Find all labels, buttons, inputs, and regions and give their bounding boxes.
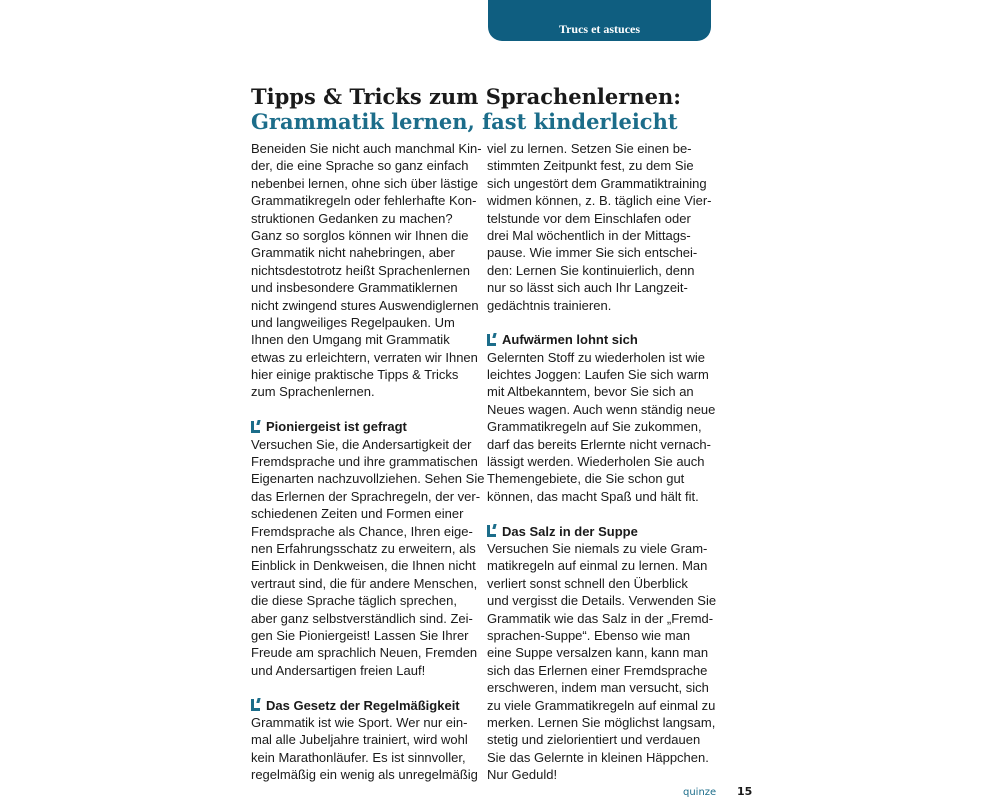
text-line: nen Erfahrungsschatz zu erweitern, als bbox=[251, 540, 476, 556]
text-line: gedächtnis trainieren. bbox=[487, 297, 612, 313]
text-line: sich das Erlernen einer Fremdsprache bbox=[487, 662, 708, 678]
text-line: Versuchen Sie niemals zu viele Gram- bbox=[487, 540, 708, 556]
text-line: Nur Geduld! bbox=[487, 767, 558, 783]
text-line: leichtes Joggen: Laufen Sie sich warm bbox=[487, 367, 709, 383]
text-line: das Erlernen der Sprachregeln, der ver- bbox=[251, 488, 481, 504]
text-line: und langweiliges Regelpauken. Um bbox=[251, 314, 455, 330]
heading-marker-icon bbox=[251, 699, 260, 711]
text-line: die diese Sprache täglich sprechen, bbox=[251, 593, 457, 609]
section-tab: Trucs et astuces bbox=[488, 0, 711, 41]
text-line: Ihnen den Umgang mit Grammatik bbox=[251, 332, 450, 348]
heading-marker-icon bbox=[251, 421, 260, 433]
text-line: drei Mal wöchentlich in der Mittags- bbox=[487, 227, 691, 243]
text-line: Fremdsprache als Chance, Ihren eige- bbox=[251, 523, 473, 539]
text-line: etwas zu erleichtern, verraten wir Ihnen bbox=[251, 349, 478, 365]
intro-paragraph bbox=[251, 140, 483, 401]
text-line: matikregeln auf einmal zu lernen. Man bbox=[487, 558, 708, 574]
footer-page-word: quinze bbox=[683, 787, 717, 798]
text-line: Gelernten Stoff zu wiederholen ist wie bbox=[487, 349, 705, 365]
text-line: Neues wagen. Auch wenn ständig neue bbox=[487, 401, 716, 417]
text-line: Einblick in Denkweisen, die Ihnen nicht bbox=[251, 558, 476, 574]
text-line: mit Altbekanntem, bevor Sie sich an bbox=[487, 384, 694, 400]
text-line: hier einige praktische Tipps & Tricks bbox=[251, 367, 459, 383]
section-heading-text: Aufwärmen lohnt sich bbox=[502, 332, 638, 348]
section-salz bbox=[487, 523, 723, 784]
text-column-right bbox=[487, 140, 723, 783]
text-line: widmen können, z. B. täglich eine Vier- bbox=[487, 193, 712, 209]
text-line: Grammatikregeln oder fehlerhafte Kon- bbox=[251, 193, 477, 209]
text-line: können, das macht Spaß und hält fit. bbox=[487, 488, 699, 504]
text-line: Grammatik nicht nahebringen, aber bbox=[251, 245, 455, 261]
text-line: merken. Lernen Sie möglichst langsam, bbox=[487, 714, 716, 730]
text-line: Sie das Gelernte in kleinen Häppchen. bbox=[487, 749, 709, 765]
text-line: zu viele Grammatikregeln auf einmal zu bbox=[487, 697, 716, 713]
text-line: sich ungestört dem Grammatiktraining bbox=[487, 175, 707, 191]
section-heading-text: Pioniergeist ist gefragt bbox=[266, 419, 407, 435]
section-aufwaermen bbox=[487, 331, 723, 505]
text-line: Grammatik wie das Salz in der „Fremd- bbox=[487, 610, 714, 626]
text-line: nichtsdestotrotz heißt Sprachenlernen bbox=[251, 262, 470, 278]
text-line: viel zu lernen. Setzen Sie einen be- bbox=[487, 141, 692, 156]
text-line: sprachen-Suppe“. Ebenso wie man bbox=[487, 627, 691, 643]
text-line: und Andersartigen freien Lauf! bbox=[251, 662, 426, 678]
section-heading bbox=[487, 331, 723, 348]
article-subtitle: Grammatik lernen, fast kinderleicht bbox=[251, 109, 678, 134]
text-line: schiedenen Zeiten und Formen einer bbox=[251, 506, 464, 522]
heading-marker-icon bbox=[487, 525, 496, 537]
text-line: erschweren, indem man versucht, sich bbox=[487, 680, 709, 696]
section-heading bbox=[251, 418, 483, 435]
text-line: den: Lernen Sie kontinuierlich, denn bbox=[487, 262, 695, 278]
text-line: kein Marathonläufer. Es ist sinnvoller, bbox=[251, 749, 466, 765]
text-line: telstunde vor dem Einschlafen oder bbox=[487, 210, 691, 226]
text-line: Versuchen Sie, die Andersartigkeit der bbox=[251, 436, 472, 452]
text-line: Beneiden Sie nicht auch manchmal Kin- bbox=[251, 141, 482, 156]
text-line: verliert sonst schnell den Überblick bbox=[487, 575, 688, 591]
section-regelmaessigkeit bbox=[251, 697, 483, 784]
text-column-left bbox=[251, 140, 483, 783]
text-line: Eigenarten nachzuvollziehen. Sehen Sie bbox=[251, 471, 485, 487]
text-line: der, die eine Sprache so ganz einfach bbox=[251, 158, 469, 174]
text-line: aber ganz selbstverständlich sind. Zei- bbox=[251, 610, 473, 626]
text-line: nur so lässt sich auch Ihr Langzeit- bbox=[487, 280, 688, 296]
section-regelmaessigkeit-continued bbox=[487, 140, 723, 314]
text-line: eine Suppe versalzen kann, kann man bbox=[487, 645, 709, 661]
text-line: vertraut sind, die für andere Menschen, bbox=[251, 575, 478, 591]
section-heading bbox=[487, 523, 723, 540]
section-pioniergeist bbox=[251, 418, 483, 679]
text-line: Freude am sprachlich Neuen, Fremden bbox=[251, 645, 478, 661]
text-line: lässigt werden. Wiederholen Sie auch bbox=[487, 454, 705, 470]
text-line: und vergisst die Details. Verwenden Sie bbox=[487, 593, 717, 609]
section-heading-text: Das Gesetz der Regelmäßigkeit bbox=[266, 697, 460, 713]
text-line: nicht zwingend stures Auswendiglernen bbox=[251, 297, 479, 313]
text-line: regelmäßig ein wenig als unregelmäßig bbox=[251, 767, 478, 783]
text-line: Fremdsprache und ihre grammatischen bbox=[251, 454, 478, 470]
page-number: 15 bbox=[737, 785, 753, 798]
text-line: stetig und zielorientiert und verdauen bbox=[487, 732, 701, 748]
text-line: Grammatikregeln auf Sie zukommen, bbox=[487, 419, 702, 435]
section-heading-text: Das Salz in der Suppe bbox=[502, 523, 638, 539]
text-line: gen Sie Pioniergeist! Lassen Sie Ihrer bbox=[251, 627, 469, 643]
article-title-block bbox=[251, 84, 751, 134]
text-line: pause. Wie immer Sie sich entschei- bbox=[487, 245, 698, 261]
text-line: struktionen Gedanken zu machen? bbox=[251, 210, 453, 226]
heading-marker-icon bbox=[487, 334, 496, 346]
text-line: zum Sprachenlernen. bbox=[251, 384, 375, 400]
article-title: Tipps & Tricks zum Sprachenlernen: bbox=[251, 84, 681, 109]
text-line: mal alle Jubeljahre trainiert, wird wohl bbox=[251, 732, 468, 748]
text-line: nebenbei lernen, ohne sich über lästige bbox=[251, 175, 478, 191]
text-line: und insbesondere Grammatiklernen bbox=[251, 280, 458, 296]
text-line: Grammatik ist wie Sport. Wer nur ein- bbox=[251, 714, 468, 730]
text-line: Themengebiete, die Sie schon gut bbox=[487, 471, 685, 487]
text-line: darf das bereits Erlernte nicht vernach- bbox=[487, 436, 711, 452]
section-heading bbox=[251, 697, 483, 714]
text-line: Ganz so sorglos können wir Ihnen die bbox=[251, 227, 469, 243]
text-line: stimmten Zeitpunkt fest, zu dem Sie bbox=[487, 158, 694, 174]
